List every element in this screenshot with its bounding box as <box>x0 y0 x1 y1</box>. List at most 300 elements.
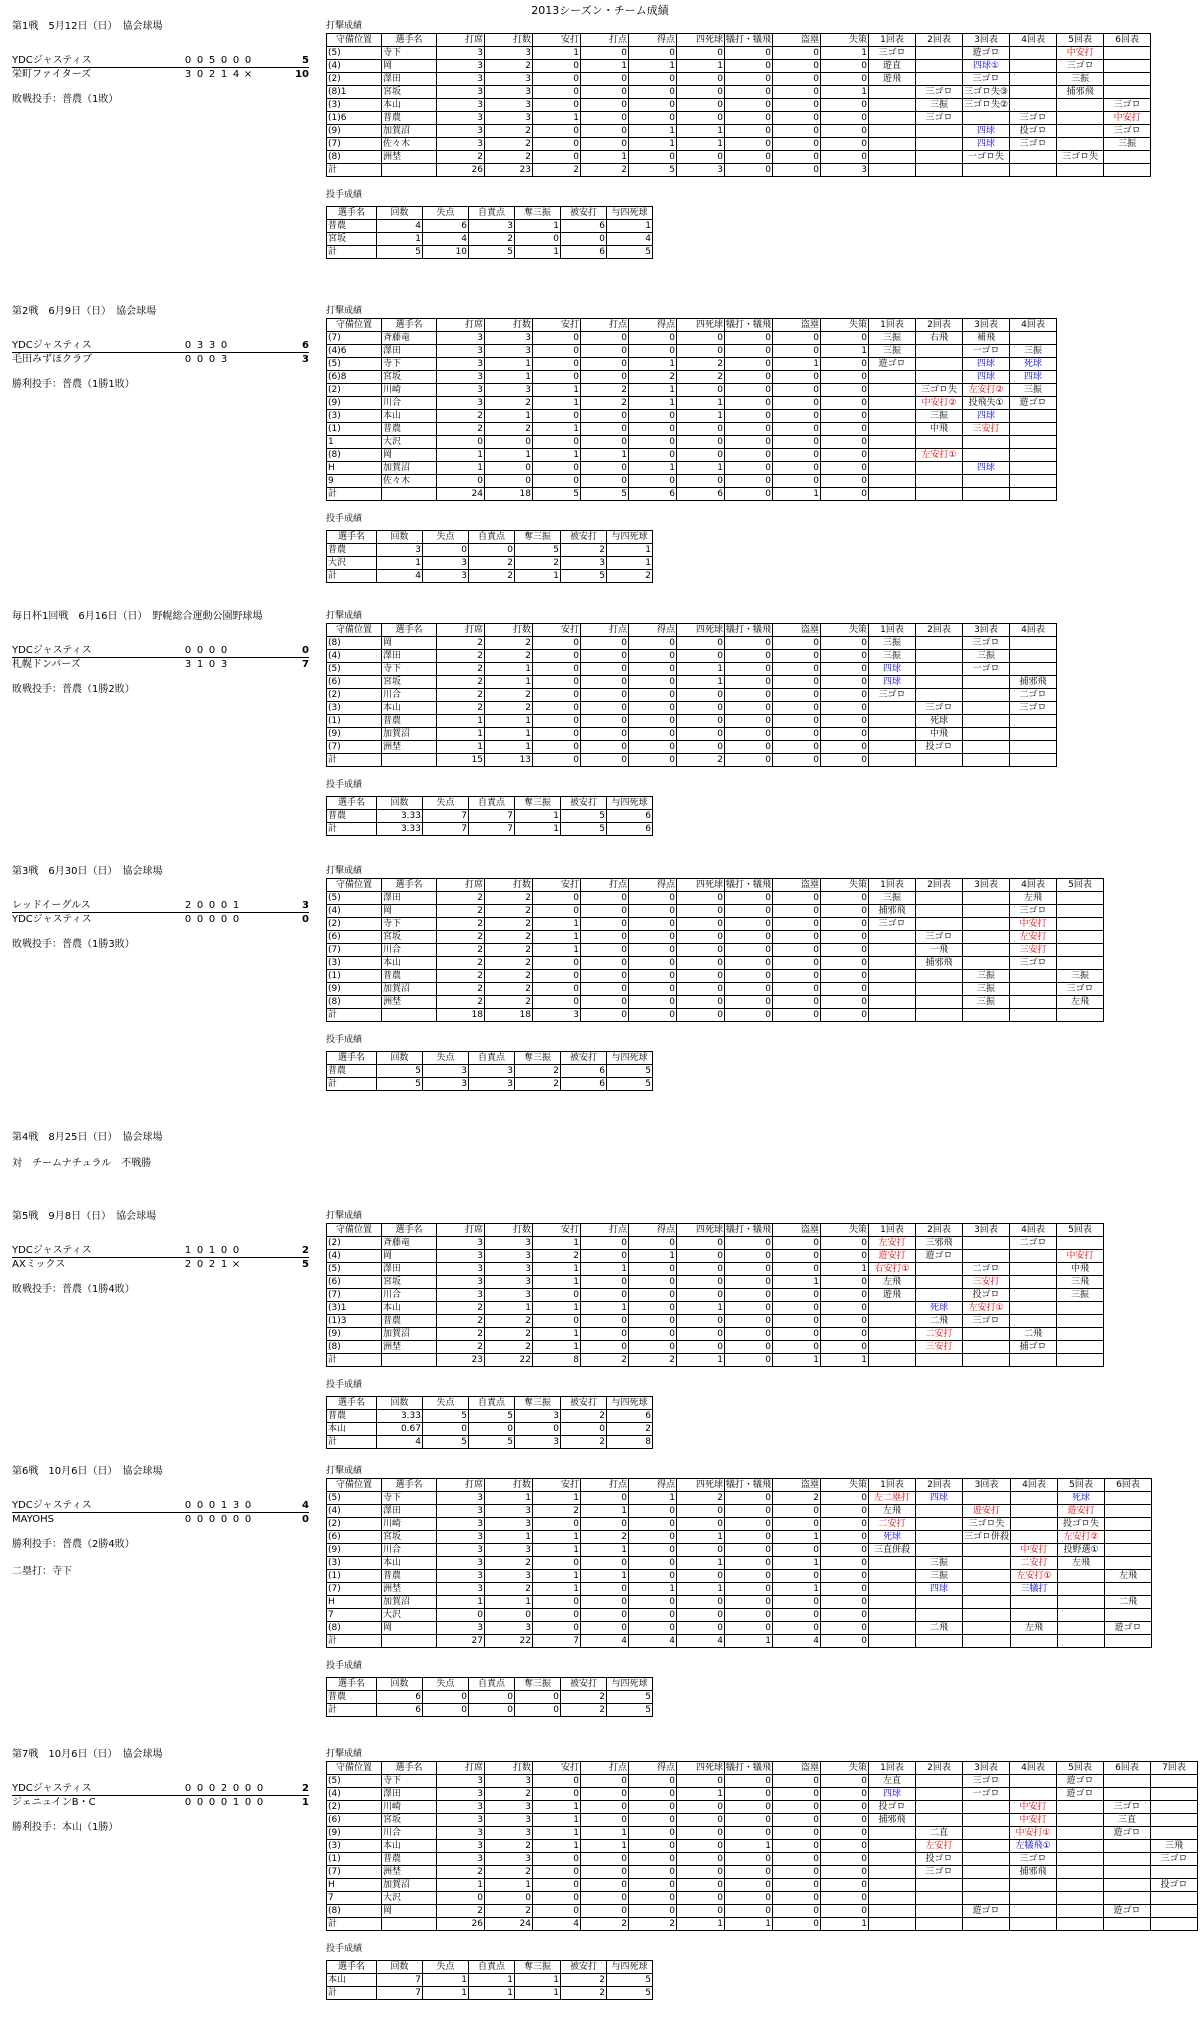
stat-cell: 0 <box>515 1691 561 1704</box>
inning-score: 0 <box>208 354 216 365</box>
stat-cell: 0 <box>629 715 677 728</box>
at-bat-result <box>1010 650 1057 663</box>
stat-cell: 0 <box>677 73 725 86</box>
stat-cell: (7) <box>327 1583 382 1596</box>
stat-cell: 0 <box>629 983 677 996</box>
team-name: AXミックス <box>12 1259 66 1270</box>
stat-cell: 2 <box>437 1866 485 1879</box>
at-bat-result <box>1057 1866 1104 1879</box>
stat-cell: (7) <box>327 1289 382 1302</box>
stat-cell: 0 <box>677 436 725 449</box>
stat-cell: 2 <box>677 1492 725 1505</box>
stat-cell: 1 <box>677 1583 725 1596</box>
at-bat-result: 投野選① <box>1058 1544 1105 1557</box>
score-row <box>12 644 309 658</box>
inning-score: 0 <box>220 900 228 911</box>
stat-cell: 0 <box>821 970 869 983</box>
stat-cell: 1 <box>533 1827 581 1840</box>
at-bat-result <box>1010 164 1057 177</box>
at-bat-result <box>1010 1905 1057 1918</box>
header-cell: 被安打 <box>561 1397 607 1410</box>
stat-cell: 0 <box>581 138 629 151</box>
stat-cell: 0 <box>725 332 773 345</box>
stat-cell: 2 <box>581 1354 629 1367</box>
team-total: 3 <box>302 900 309 911</box>
header-cell: 打席 <box>437 1762 485 1775</box>
at-bat-result: 遊ゴロ <box>869 358 916 371</box>
at-bat-result: 左飛 <box>869 1276 916 1289</box>
at-bat-result: 三ゴロ <box>963 73 1010 86</box>
stat-cell: 0 <box>821 1879 869 1892</box>
header-cell: 守備位置 <box>327 1224 382 1237</box>
stat-cell: 0 <box>821 1302 869 1315</box>
header-cell: 被安打 <box>561 207 607 220</box>
at-bat-result: 四球 <box>1010 371 1057 384</box>
batting-row <box>327 371 1057 384</box>
player-name: 普農 <box>382 715 437 728</box>
page-title: 2013シーズン・チーム成績 <box>531 4 669 17</box>
at-bat-result <box>1011 1609 1058 1622</box>
stat-cell: 0 <box>533 138 581 151</box>
stat-cell: 0 <box>821 1635 869 1648</box>
at-bat-result <box>869 151 916 164</box>
header-cell: 2回表 <box>916 34 963 47</box>
stat-cell: 計 <box>327 1918 382 1931</box>
batting-row <box>327 73 1151 86</box>
at-bat-result <box>1010 1276 1057 1289</box>
stat-cell: 0 <box>533 892 581 905</box>
stat-cell: 0 <box>533 1518 581 1531</box>
at-bat-result <box>916 663 963 676</box>
stat-cell: 0 <box>533 702 581 715</box>
at-bat-result <box>916 1892 963 1905</box>
pitcher-info <box>12 93 312 106</box>
stat-cell: 2 <box>469 557 515 570</box>
header-cell: 奪三振 <box>515 1961 561 1974</box>
stat-cell: 3 <box>485 1775 533 1788</box>
stat-cell: 3 <box>485 1289 533 1302</box>
stat-cell: (2) <box>327 73 382 86</box>
at-bat-result: 捕邪飛 <box>916 957 963 970</box>
stat-cell: 4 <box>377 1436 423 1449</box>
stat-cell: 3 <box>437 1544 485 1557</box>
stat-cell: 0 <box>677 741 725 754</box>
stat-cell: 1 <box>773 1276 821 1289</box>
stat-cell: 0 <box>773 151 821 164</box>
inning-score: 0 <box>208 1797 216 1808</box>
stat-cell: (9) <box>327 1328 382 1341</box>
header-cell: 犠打・犠飛 <box>726 320 772 330</box>
player-name <box>382 488 437 501</box>
at-bat-result: 左飛 <box>869 1505 916 1518</box>
at-bat-result: 三飛 <box>1151 1840 1198 1853</box>
stat-cell: 0 <box>821 449 869 462</box>
stat-cell: 計 <box>327 164 382 177</box>
stat-cell: 0 <box>821 715 869 728</box>
stat-cell: 0 <box>725 905 773 918</box>
pitching-row <box>327 1974 653 1987</box>
at-bat-result <box>963 1250 1010 1263</box>
at-bat-result <box>916 1531 963 1544</box>
stat-cell: 2 <box>485 931 533 944</box>
stat-cell: 3 <box>821 164 869 177</box>
stat-cell: 0 <box>629 1853 677 1866</box>
stat-cell: 0 <box>581 358 629 371</box>
batting-row <box>327 944 1104 957</box>
batting-table <box>326 878 1104 1022</box>
player-name: 佐々木 <box>382 475 437 488</box>
stat-cell: 0 <box>773 983 821 996</box>
stat-cell: 0 <box>773 345 821 358</box>
at-bat-result <box>963 741 1010 754</box>
at-bat-result <box>963 957 1010 970</box>
at-bat-result <box>869 436 916 449</box>
at-bat-result <box>869 1879 916 1892</box>
at-bat-result <box>1105 1505 1152 1518</box>
stat-cell: 0 <box>581 47 629 60</box>
header-cell: 5回表 <box>1057 879 1104 892</box>
player-name: 宮坂 <box>382 676 437 689</box>
at-bat-result <box>1057 1302 1104 1315</box>
player-name <box>382 1918 437 1931</box>
stat-cell: 0 <box>629 702 677 715</box>
inning-score: 0 <box>220 55 228 66</box>
header-cell: 選手名 <box>382 1762 437 1775</box>
stat-cell: 1 <box>485 715 533 728</box>
stat-cell: 0 <box>821 1276 869 1289</box>
header-cell: 打点 <box>581 319 629 332</box>
inning-score: 0 <box>184 914 192 925</box>
stat-cell: 0 <box>581 423 629 436</box>
stat-cell: 0 <box>581 1289 629 1302</box>
team-total: 5 <box>302 55 309 66</box>
inning-scores <box>182 1796 266 1809</box>
at-bat-result <box>963 1814 1010 1827</box>
header-cell: 失策 <box>821 624 869 637</box>
stat-cell: 0 <box>629 1788 677 1801</box>
stat-cell: (3) <box>327 410 382 423</box>
stat-cell: 0 <box>821 1905 869 1918</box>
at-bat-result <box>869 1557 916 1570</box>
stat-cell: 0 <box>773 1814 821 1827</box>
player-name: 本山 <box>382 1557 437 1570</box>
pitcher-info <box>12 1821 312 1834</box>
at-bat-result: 四球 <box>869 676 916 689</box>
stat-cell: 7 <box>423 810 469 823</box>
stat-cell: 0 <box>485 1609 533 1622</box>
at-bat-result: 左安打 <box>1010 931 1057 944</box>
header-cell: 犠打・犠飛 <box>726 1480 772 1490</box>
player-name: 普農 <box>382 1570 437 1583</box>
at-bat-result <box>1010 728 1057 741</box>
header-cell: 選手名 <box>327 1961 377 1974</box>
stat-cell: 3 <box>437 397 485 410</box>
at-bat-result <box>916 164 963 177</box>
pitcher-name: 計 <box>327 1436 377 1449</box>
pitching-row <box>327 557 653 570</box>
stat-cell: (8) <box>327 1905 382 1918</box>
stat-cell: (5) <box>327 663 382 676</box>
batting-row <box>327 358 1057 371</box>
stat-cell: 0 <box>581 663 629 676</box>
stat-cell: 計 <box>327 488 382 501</box>
player-name: 普農 <box>382 1853 437 1866</box>
stat-cell: 0 <box>533 650 581 663</box>
at-bat-result <box>963 892 1010 905</box>
stat-cell: 2 <box>437 1341 485 1354</box>
at-bat-result: 遊ゴロ <box>963 1905 1010 1918</box>
stat-cell: 2 <box>561 1436 607 1449</box>
team-name: YDCジャスティス <box>12 645 92 656</box>
at-bat-result <box>916 1263 963 1276</box>
at-bat-result <box>963 164 1010 177</box>
at-bat-result <box>1104 73 1151 86</box>
at-bat-result: 三ゴロ失 <box>1057 151 1104 164</box>
stat-cell: (5) <box>327 1492 382 1505</box>
stat-cell: 0 <box>773 663 821 676</box>
stat-cell: 0 <box>773 1879 821 1892</box>
batting-row <box>327 970 1104 983</box>
at-bat-result <box>869 715 916 728</box>
batting-row <box>327 1354 1104 1367</box>
stat-cell: 0 <box>725 449 773 462</box>
at-bat-result <box>1057 99 1104 112</box>
stat-cell: 0 <box>629 741 677 754</box>
batting-row <box>327 983 1104 996</box>
player-name: 洲埜 <box>382 1341 437 1354</box>
header-cell: 守備位置 <box>327 319 382 332</box>
stats-area <box>326 865 1104 1091</box>
stat-cell: 0 <box>677 1505 725 1518</box>
stat-cell: 1 <box>581 1570 629 1583</box>
stat-cell: 1 <box>773 1557 821 1570</box>
team-total: 1 <box>302 1797 309 1808</box>
header-cell: 安打 <box>533 319 581 332</box>
player-name: 大沢 <box>382 436 437 449</box>
stat-cell: 0 <box>533 358 581 371</box>
pitching-row <box>327 1065 653 1078</box>
at-bat-result <box>916 676 963 689</box>
stat-cell: (2) <box>327 1518 382 1531</box>
stat-cell: 0 <box>725 957 773 970</box>
batting-header-row <box>327 1224 1104 1237</box>
at-bat-result <box>963 1918 1010 1931</box>
stat-cell: (1) <box>327 1853 382 1866</box>
stat-cell: 3 <box>437 1250 485 1263</box>
stat-cell: 2 <box>581 1918 629 1931</box>
at-bat-result <box>1058 1622 1105 1635</box>
pitching-row <box>327 220 653 233</box>
stat-cell: (5) <box>327 358 382 371</box>
stat-cell: 0 <box>725 1801 773 1814</box>
stat-cell: 0 <box>821 1518 869 1531</box>
stat-cell: 0 <box>629 957 677 970</box>
team-total: 5 <box>302 1259 309 1270</box>
header-cell: 回数 <box>377 1052 423 1065</box>
at-bat-result <box>869 1315 916 1328</box>
inning-scores <box>182 1258 242 1271</box>
at-bat-result <box>1010 637 1057 650</box>
at-bat-result <box>1105 1531 1152 1544</box>
stat-cell: 0 <box>629 918 677 931</box>
at-bat-result <box>1057 1354 1104 1367</box>
batting-label: 打撃成績 <box>326 1211 363 1221</box>
header-cell: 選手名 <box>327 1678 377 1691</box>
stat-cell: 3 <box>437 1289 485 1302</box>
at-bat-result <box>963 1622 1011 1635</box>
stat-cell: 0 <box>821 1840 869 1853</box>
batting-row <box>327 449 1057 462</box>
player-name: 本山 <box>382 99 437 112</box>
stat-cell: 0 <box>821 1801 869 1814</box>
at-bat-result <box>1151 1775 1198 1788</box>
at-bat-result <box>916 637 963 650</box>
stat-cell: (1) <box>327 715 382 728</box>
stat-cell: (6)8 <box>327 371 382 384</box>
header-cell: 自責点 <box>469 797 515 810</box>
stat-cell: 0 <box>677 996 725 1009</box>
stat-cell: 0 <box>677 1596 725 1609</box>
at-bat-result <box>963 1009 1010 1022</box>
stat-cell: 0 <box>821 488 869 501</box>
stat-cell: 0 <box>773 410 821 423</box>
at-bat-result <box>1010 475 1057 488</box>
inning-scores <box>182 899 242 912</box>
batting-row <box>327 1879 1198 1892</box>
batting-label: 打撃成績 <box>326 306 363 316</box>
stat-cell: 4 <box>773 1635 821 1648</box>
header-cell: 打数 <box>485 1224 533 1237</box>
pitching-row <box>327 1704 653 1717</box>
stat-cell: 4 <box>377 220 423 233</box>
header-cell: 2回表 <box>916 879 963 892</box>
header-cell: 四死球 <box>677 879 725 892</box>
stat-cell: 3 <box>437 1492 485 1505</box>
player-name: 本山 <box>382 410 437 423</box>
header-cell: 1回表 <box>869 1762 916 1775</box>
batting-header-row <box>327 1479 1152 1492</box>
stat-cell: 6 <box>607 823 653 836</box>
header-cell: 1回表 <box>869 1479 916 1492</box>
player-name: 大沢 <box>382 1892 437 1905</box>
at-bat-result: 左飛 <box>1010 892 1057 905</box>
stat-cell: 1 <box>581 449 629 462</box>
at-bat-result <box>963 1635 1011 1648</box>
at-bat-result: 二飛 <box>916 1315 963 1328</box>
at-bat-result <box>1057 918 1104 931</box>
stat-cell: 1 <box>677 1918 725 1931</box>
at-bat-result: 三振 <box>1057 1289 1104 1302</box>
stat-cell: 0 <box>725 151 773 164</box>
stat-cell: 1 <box>725 1918 773 1931</box>
batting-row <box>327 754 1057 767</box>
at-bat-result <box>869 138 916 151</box>
stat-cell: 0 <box>485 436 533 449</box>
at-bat-result: 三ゴロ <box>1104 125 1151 138</box>
stat-cell: 3 <box>515 1410 561 1423</box>
stat-cell: 0 <box>821 397 869 410</box>
batting-row <box>327 702 1057 715</box>
at-bat-result <box>916 358 963 371</box>
inning-score: 0 <box>196 900 204 911</box>
batting-row <box>327 1866 1198 1879</box>
stat-cell: 0 <box>581 1518 629 1531</box>
stat-cell: 0 <box>773 462 821 475</box>
at-bat-result: 三安打 <box>963 1276 1010 1289</box>
score-row <box>12 1513 309 1526</box>
inning-score: 0 <box>196 914 204 925</box>
stat-cell: 0 <box>725 1905 773 1918</box>
stat-cell: 0 <box>677 1009 725 1022</box>
score-row <box>12 899 309 913</box>
stat-cell: 0 <box>629 1237 677 1250</box>
stat-cell: 0 <box>821 702 869 715</box>
batting-header-row <box>327 1762 1198 1775</box>
stat-cell: 0 <box>629 410 677 423</box>
pitching-row <box>327 1987 653 2000</box>
stat-cell: (4)6 <box>327 345 382 358</box>
inning-score: 1 <box>220 1259 228 1270</box>
stat-cell: 0 <box>725 754 773 767</box>
stat-cell: (6) <box>327 1814 382 1827</box>
stat-cell: 2 <box>469 233 515 246</box>
at-bat-result <box>963 1879 1010 1892</box>
header-cell: 守備位置 <box>327 879 382 892</box>
at-bat-result <box>1011 1505 1058 1518</box>
stat-cell: 0 <box>423 1423 469 1436</box>
stat-cell: 1 <box>581 1263 629 1276</box>
team-total: 7 <box>302 659 309 670</box>
batting-row <box>327 475 1057 488</box>
pitching-row <box>327 570 653 583</box>
stat-cell: 0 <box>725 1609 773 1622</box>
stat-cell: 0 <box>821 1583 869 1596</box>
inning-score: 2 <box>184 1259 192 1270</box>
stat-cell: 0 <box>677 1827 725 1840</box>
at-bat-result: 中安打 <box>1011 1544 1058 1557</box>
stat-cell: 0 <box>773 384 821 397</box>
at-bat-result <box>1105 1518 1152 1531</box>
batting-table <box>326 1223 1104 1367</box>
inning-score: 2 <box>208 69 216 80</box>
batting-header-row <box>327 624 1057 637</box>
score-row <box>12 658 309 671</box>
stat-cell: 0 <box>677 332 725 345</box>
pitcher-name: 大沢 <box>327 557 377 570</box>
stat-cell: 0 <box>677 1892 725 1905</box>
at-bat-result: 二直 <box>916 1827 963 1840</box>
stat-cell: 2 <box>437 892 485 905</box>
at-bat-result <box>1010 754 1057 767</box>
stat-cell: 0 <box>725 1570 773 1583</box>
at-bat-result <box>1011 1518 1058 1531</box>
stat-cell: 3 <box>423 1078 469 1091</box>
stat-cell: 0 <box>533 1557 581 1570</box>
at-bat-result <box>1104 1853 1151 1866</box>
pitcher-name: 計 <box>327 1987 377 2000</box>
stat-cell: 0 <box>677 957 725 970</box>
stat-cell: 23 <box>437 1354 485 1367</box>
header-cell: 奪三振 <box>515 1052 561 1065</box>
at-bat-result: 死球 <box>869 1531 916 1544</box>
at-bat-result <box>916 1596 963 1609</box>
header-cell: 打席 <box>437 624 485 637</box>
stat-cell: 0 <box>725 1237 773 1250</box>
header-cell: 失策 <box>821 319 869 332</box>
stat-cell: 0 <box>725 397 773 410</box>
stat-cell: 0 <box>629 1827 677 1840</box>
stat-cell: 計 <box>327 1635 382 1648</box>
